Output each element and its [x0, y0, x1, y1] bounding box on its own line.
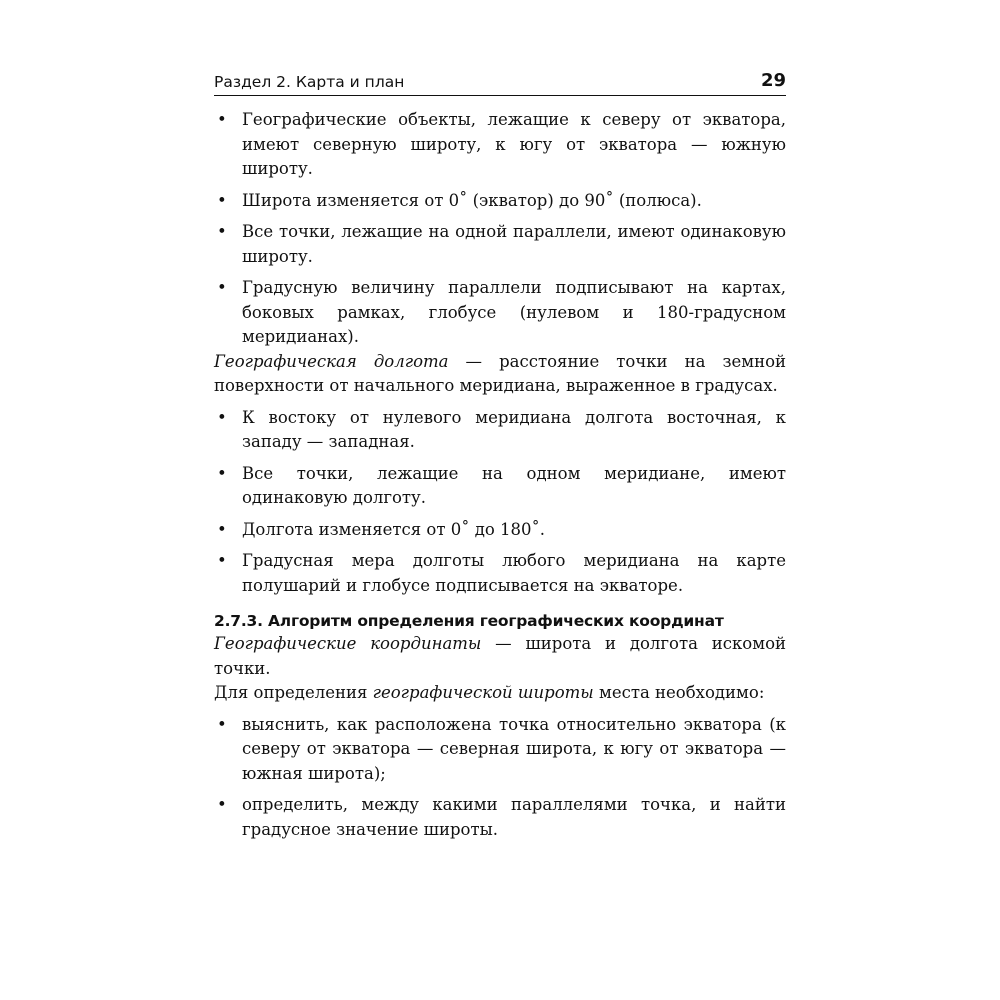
bullet-icon: •: [217, 222, 227, 241]
latitude-bullet-list: [214, 108, 786, 350]
list-item: • Географические объекты, лежащие к северу от экватора, имеют северную широту, к югу от экватора — южную широту.: [217, 110, 786, 178]
list-item: • К востоку от нулевого меридиана долгота восточная, к западу — западная.: [217, 407, 786, 451]
running-header: [214, 70, 786, 96]
list-item: • Долгота изменяется от 0˚ до 180˚.: [214, 518, 786, 543]
term: Географические координаты: [214, 634, 482, 653]
section-title: Раздел 2. Карта и план: [214, 73, 405, 91]
bullet-icon: •: [217, 795, 227, 814]
book-page: [214, 70, 786, 842]
list-item: • определить, между какими параллелями точка, и найти градусное значение широты.: [217, 795, 786, 839]
list-item: • Градусная мера долготы любого меридиана на карте полушарий и глобусе подписывается на экваторе.: [217, 551, 786, 595]
list-item: • Широта изменяется от 0˚ (экватор) до 90˚ (полюса).: [214, 189, 786, 214]
list-item: • выяснить, как расположена точка относительно экватора (к северу от экватора — северная широта, к югу от экватора — южная широта);: [217, 714, 786, 783]
bullet-icon: •: [217, 551, 227, 570]
subsection-heading: 2.7.3. Алгоритм определения географических координат: [214, 612, 724, 630]
longitude-bullet-list: [214, 406, 786, 599]
bullet-icon: •: [217, 110, 227, 129]
term: Географическая долгота: [214, 351, 449, 371]
procedure-intro: Для определения географической широты места необходимо:: [214, 683, 765, 702]
bullet-icon: •: [217, 190, 227, 210]
list-item: • Все точки, лежащие на одном меридиане, имеют одинаковую долготу.: [217, 463, 786, 507]
longitude-definition: Географическая долгота — расстояние точки на земной поверхности от начального меридиана, выраженное в градусах.: [214, 351, 787, 395]
list-item: • Все точки, лежащие на одной параллели, имеют одинаковую широту.: [217, 222, 786, 266]
page-number: 29: [760, 70, 786, 91]
bullet-icon: •: [217, 278, 227, 297]
term: географической широты: [372, 683, 594, 702]
procedure-bullet-list: [214, 713, 786, 843]
bullet-icon: •: [217, 714, 227, 734]
page-content: [214, 108, 786, 842]
bullet-icon: •: [217, 519, 227, 539]
bullet-icon: •: [217, 407, 227, 427]
coordinates-definition: Географические координаты — широта и долгота искомой точки.: [214, 634, 786, 678]
bullet-icon: •: [217, 463, 227, 483]
list-item: • Градусную величину параллели подписывают на картах, боковых рамках, глобусе (нулевом и 180-градусном меридианах).: [217, 278, 786, 346]
